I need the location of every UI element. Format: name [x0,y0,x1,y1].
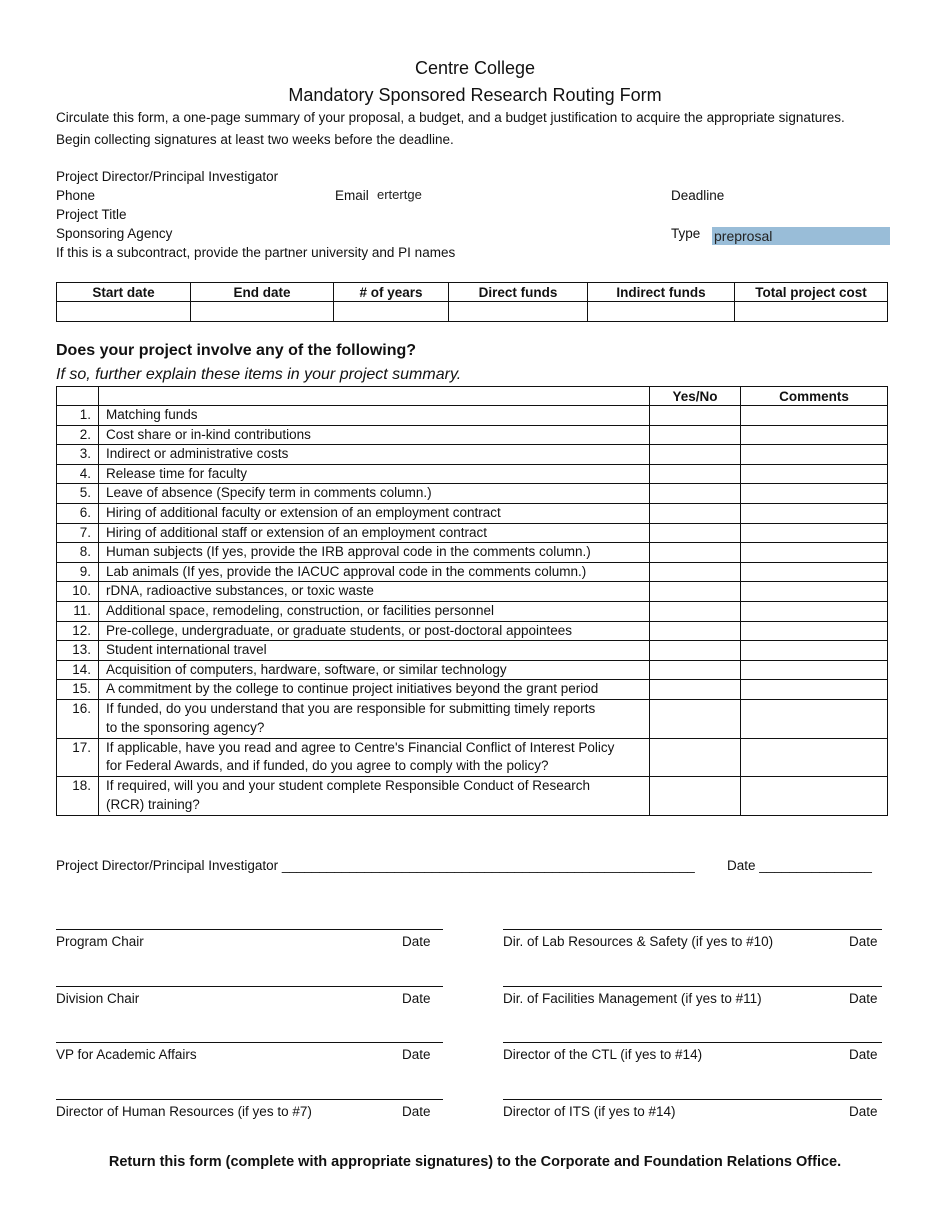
comments-cell[interactable] [741,425,888,445]
comments-cell[interactable] [741,738,888,777]
item-text: Pre-college, undergraduate, or graduate students, or post-doctoral appointees [99,621,650,641]
subcontract-input[interactable] [485,245,885,260]
sig-date-label: Date [402,991,431,1006]
table-row [57,660,888,680]
pi-signature-line[interactable]: Project Director/Principal Investigator _______________________________________________________ [56,858,695,873]
start-date-cell[interactable] [57,302,191,322]
project-title-input[interactable] [140,207,880,222]
signature-line-program-chair[interactable] [56,929,443,930]
signature-line-vp-academic[interactable] [56,1042,443,1043]
comments-cell[interactable] [741,601,888,621]
item-number: 2. [57,425,99,445]
item-number: 11. [57,601,99,621]
table-row [57,464,888,484]
item-number: 14. [57,660,99,680]
item-number: 16. [57,699,99,738]
item-text: Lab animals (If yes, provide the IACUC approval code in the comments column.) [99,562,650,582]
comments-cell[interactable] [741,621,888,641]
item-text: Student international travel [99,641,650,661]
yesno-cell[interactable] [650,406,741,426]
item-number: 17. [57,738,99,777]
item-number: 13. [57,641,99,661]
table-row [57,425,888,445]
sig-label-ctl: Director of the CTL (if yes to #14) [503,1047,703,1062]
col-direct-funds: Direct funds [449,283,588,302]
table-row [57,503,888,523]
comments-cell[interactable] [741,406,888,426]
item-text: If funded, do you understand that you are responsible for submitting timely reports [106,700,596,716]
comments-cell[interactable] [741,641,888,661]
yesno-cell[interactable] [650,680,741,700]
intro-line-1: Circulate this form, a one-page summary of your proposal, a budget, and a budget justification to acquire the appropriate signatures. [56,110,845,125]
sig-label-division-chair: Division Chair [56,991,140,1006]
comments-cell[interactable] [741,503,888,523]
sig-date-label: Date [849,1047,878,1062]
sig-label-its: Director of ITS (if yes to #14) [503,1104,676,1119]
comments-cell[interactable] [741,680,888,700]
comments-cell[interactable] [741,523,888,543]
yesno-cell[interactable] [650,621,741,641]
table-row [57,582,888,602]
pi-input[interactable] [300,169,650,184]
signature-line-ctl[interactable] [503,1042,882,1043]
type-dropdown[interactable]: preprosal [712,227,890,245]
type-label: Type [671,226,701,241]
sponsoring-agency-input[interactable] [180,226,650,241]
comments-cell[interactable] [741,445,888,465]
item-text: Hiring of additional faculty or extension of an employment contract [99,503,650,523]
item-text: A commitment by the college to continue project initiatives beyond the grant period [99,680,650,700]
item-text: If required, will you and your student complete Responsible Conduct of Research [106,778,591,794]
col-total-cost: Total project cost [735,283,888,302]
item-text-cont: for Federal Awards, and if funded, do you agree to comply with the policy? [106,758,549,774]
item-number: 1. [57,406,99,426]
yesno-cell[interactable] [650,523,741,543]
num-years-cell[interactable] [334,302,449,322]
subcontract-label: If this is a subcontract, provide the partner university and PI names [56,245,456,260]
indirect-funds-cell[interactable] [588,302,735,322]
item-text-cont: to the sponsoring agency? [106,719,265,735]
item-text: Leave of absence (Specify term in comments column.) [99,484,650,504]
phone-label: Phone [56,188,96,203]
table-row [57,699,888,738]
sig-date-label: Date [849,991,878,1006]
yesno-cell[interactable] [650,543,741,563]
yesno-cell[interactable] [650,582,741,602]
comments-cell[interactable] [741,777,888,816]
yesno-cell[interactable] [650,660,741,680]
intro-line-2: Begin collecting signatures at least two weeks before the deadline. [56,132,454,147]
college-name: Centre College [414,58,536,78]
comments-cell[interactable] [741,464,888,484]
budget-table [56,282,888,322]
sig-label-vp-academic: VP for Academic Affairs [56,1047,197,1062]
item-number: 12. [57,621,99,641]
num-header [57,387,99,406]
item-number: 18. [57,777,99,816]
yesno-cell[interactable] [650,777,741,816]
item-text-cell [99,777,650,816]
yesno-cell[interactable] [650,601,741,621]
signature-line-its[interactable] [503,1099,882,1100]
sig-date-label: Date [849,1104,878,1119]
yesno-cell[interactable] [650,425,741,445]
item-number: 9. [57,562,99,582]
email-input[interactable] [377,187,647,202]
table-row [57,484,888,504]
yesno-cell[interactable] [650,484,741,504]
table-row [57,641,888,661]
pi-signature-date[interactable]: Date _______________ [727,858,872,873]
item-text: Indirect or administrative costs [99,445,650,465]
comments-cell[interactable] [741,562,888,582]
desc-header [99,387,650,406]
item-text: rDNA, radioactive substances, or toxic waste [99,582,650,602]
end-date-cell[interactable] [191,302,334,322]
col-start-date: Start date [57,283,191,302]
total-cost-cell[interactable] [735,302,888,322]
questions-subheading: If so, further explain these items in your project summary. [56,366,462,383]
item-text: Acquisition of computers, hardware, software, or similar technology [99,660,650,680]
item-number: 5. [57,484,99,504]
item-text-cont: (RCR) training? [106,796,200,812]
yesno-header: Yes/No [650,387,741,406]
item-number: 3. [57,445,99,465]
direct-funds-cell[interactable] [449,302,588,322]
form-title: Mandatory Sponsored Research Routing Form [288,85,662,105]
questions-table [56,386,888,816]
item-text: Matching funds [99,406,650,426]
deadline-label: Deadline [671,188,725,203]
sig-label-facilities: Dir. of Facilities Management (if yes to #11) [503,991,762,1006]
item-text: If applicable, have you read and agree to Centre's Financial Conflict of Interest Policy [106,739,615,755]
sig-date-label: Date [849,934,878,949]
col-end-date: End date [191,283,334,302]
item-text-cell [99,699,650,738]
deadline-input[interactable] [735,188,885,203]
signature-line-division-chair[interactable] [56,986,443,987]
table-row [57,445,888,465]
table-row [57,562,888,582]
yesno-cell[interactable] [650,738,741,777]
comments-cell[interactable] [741,660,888,680]
item-number: 6. [57,503,99,523]
item-number: 15. [57,680,99,700]
table-row [57,406,888,426]
sig-label-program-chair: Program Chair [56,934,144,949]
sig-date-label: Date [402,934,431,949]
table-row [57,601,888,621]
sig-label-hr: Director of Human Resources (if yes to #7) [56,1104,312,1119]
footer-instruction: Return this form (complete with appropriate signatures) to the Corporate and Foundation Relations Office. [108,1154,842,1170]
email-label: Email [335,188,369,203]
item-text: Cost share or in-kind contributions [99,425,650,445]
yesno-cell[interactable] [650,641,741,661]
project-title-label: Project Title [56,207,127,222]
col-num-years: # of years [334,283,449,302]
item-number: 4. [57,464,99,484]
yesno-cell[interactable] [650,503,741,523]
phone-input[interactable] [100,188,320,203]
questions-heading: Does your project involve any of the following? [56,342,417,359]
yesno-cell[interactable] [650,464,741,484]
table-row [57,621,888,641]
comments-header: Comments [741,387,888,406]
table-row [57,738,888,777]
comments-cell[interactable] [741,484,888,504]
signature-line-facilities[interactable] [503,986,882,987]
item-text: Hiring of additional staff or extension of an employment contract [99,523,650,543]
sig-date-label: Date [402,1047,431,1062]
sig-label-lab-safety: Dir. of Lab Resources & Safety (if yes to #10) [503,934,774,949]
pi-label: Project Director/Principal Investigator [56,169,279,184]
yesno-cell[interactable] [650,562,741,582]
item-text: Release time for faculty [99,464,650,484]
comments-cell[interactable] [741,699,888,738]
col-indirect-funds: Indirect funds [588,283,735,302]
comments-cell[interactable] [741,582,888,602]
item-number: 10. [57,582,99,602]
table-row [57,523,888,543]
table-row [57,680,888,700]
table-row [57,777,888,816]
yesno-cell[interactable] [650,445,741,465]
sig-date-label: Date [402,1104,431,1119]
item-number: 7. [57,523,99,543]
signature-line-hr[interactable] [56,1099,443,1100]
sponsoring-agency-label: Sponsoring Agency [56,226,173,241]
table-row [57,543,888,563]
item-text: Human subjects (If yes, provide the IRB approval code in the comments column.) [99,543,650,563]
item-text: Additional space, remodeling, construction, or facilities personnel [99,601,650,621]
comments-cell[interactable] [741,543,888,563]
item-text-cell [99,738,650,777]
signature-line-lab-safety[interactable] [503,929,882,930]
yesno-cell[interactable] [650,699,741,738]
item-number: 8. [57,543,99,563]
